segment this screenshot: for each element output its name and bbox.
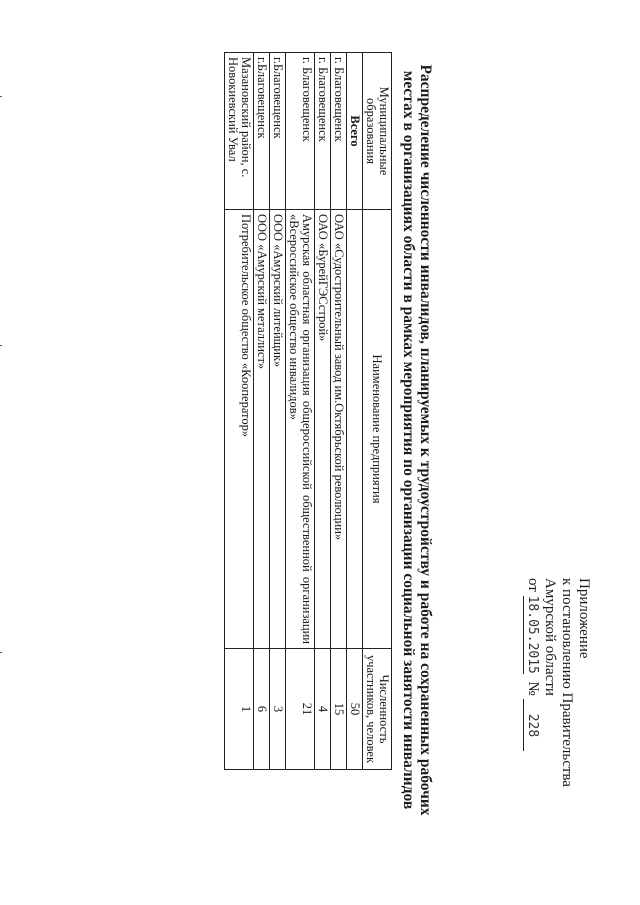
scan-mark	[0, 652, 2, 653]
appendix-date-line	[523, 578, 541, 787]
row-municipality: г.Благовещенск	[254, 53, 270, 210]
total-label: Всего	[347, 53, 363, 210]
scan-mark	[0, 96, 2, 97]
row-count: 15	[331, 649, 347, 770]
distribution-table	[224, 52, 392, 770]
row-enterprise: ООО «Амурский металлист»	[254, 210, 270, 649]
appendix-line2: к постановлению Правительства	[559, 578, 575, 787]
row-count: 1	[225, 649, 254, 770]
header-enterprise: Наименование предприятия	[363, 210, 392, 649]
table-row	[286, 53, 315, 770]
table-row	[270, 53, 286, 770]
number-prefix: №	[525, 681, 541, 696]
row-municipality: г. Благовещенск	[315, 53, 331, 210]
table-row	[254, 53, 270, 770]
appendix-block	[523, 578, 592, 787]
row-count: 21	[286, 649, 315, 770]
table-row	[331, 53, 347, 770]
row-enterprise: ООО «Амурский литейщик»	[270, 210, 286, 649]
header-municipality: Муниципальные образования	[363, 53, 392, 210]
document-title: Распределение численности инвалидов, планируемых к трудоустройству и работе на сохраненных рабочих местах в организациях области в рамках мероприятия по организации социальной занятости инвалидов	[400, 64, 434, 816]
total-row	[347, 53, 363, 770]
date-value: 18.05.2015	[525, 595, 540, 674]
number-value: 228	[523, 699, 541, 751]
row-enterprise: Потребительское общество «Кооператор»	[225, 210, 254, 649]
table-row	[225, 53, 254, 770]
header-count: Численность участников, человек	[363, 649, 392, 770]
row-municipality: г. Благовещенск	[331, 53, 347, 210]
row-municipality: г.Благовещенск	[270, 53, 286, 210]
date-prefix: от	[525, 578, 541, 592]
row-count: 3	[270, 649, 286, 770]
row-enterprise: ОАО «Судостроительный завод им.Октябрьской революции»	[331, 210, 347, 649]
row-municipality: г. Благовещенск	[286, 53, 315, 210]
row-enterprise: ОАО «БурейГЭСстрой»	[315, 210, 331, 649]
table-row	[315, 53, 331, 770]
row-count: 4	[315, 649, 331, 770]
row-enterprise: Амурская областная организация общероссийской общественной организации «Всероссийское общество инвалидов»	[286, 210, 315, 649]
total-enterprise-empty	[347, 210, 363, 649]
appendix-line3: Амурской области	[542, 578, 558, 696]
row-count: 6	[254, 649, 270, 770]
row-municipality: Мазановский район, с. Новокиевский Увал	[225, 53, 254, 210]
appendix-line1: Приложение	[576, 578, 592, 659]
table-header-row	[363, 53, 392, 770]
scan-mark	[0, 345, 2, 346]
total-value: 50	[347, 649, 363, 770]
